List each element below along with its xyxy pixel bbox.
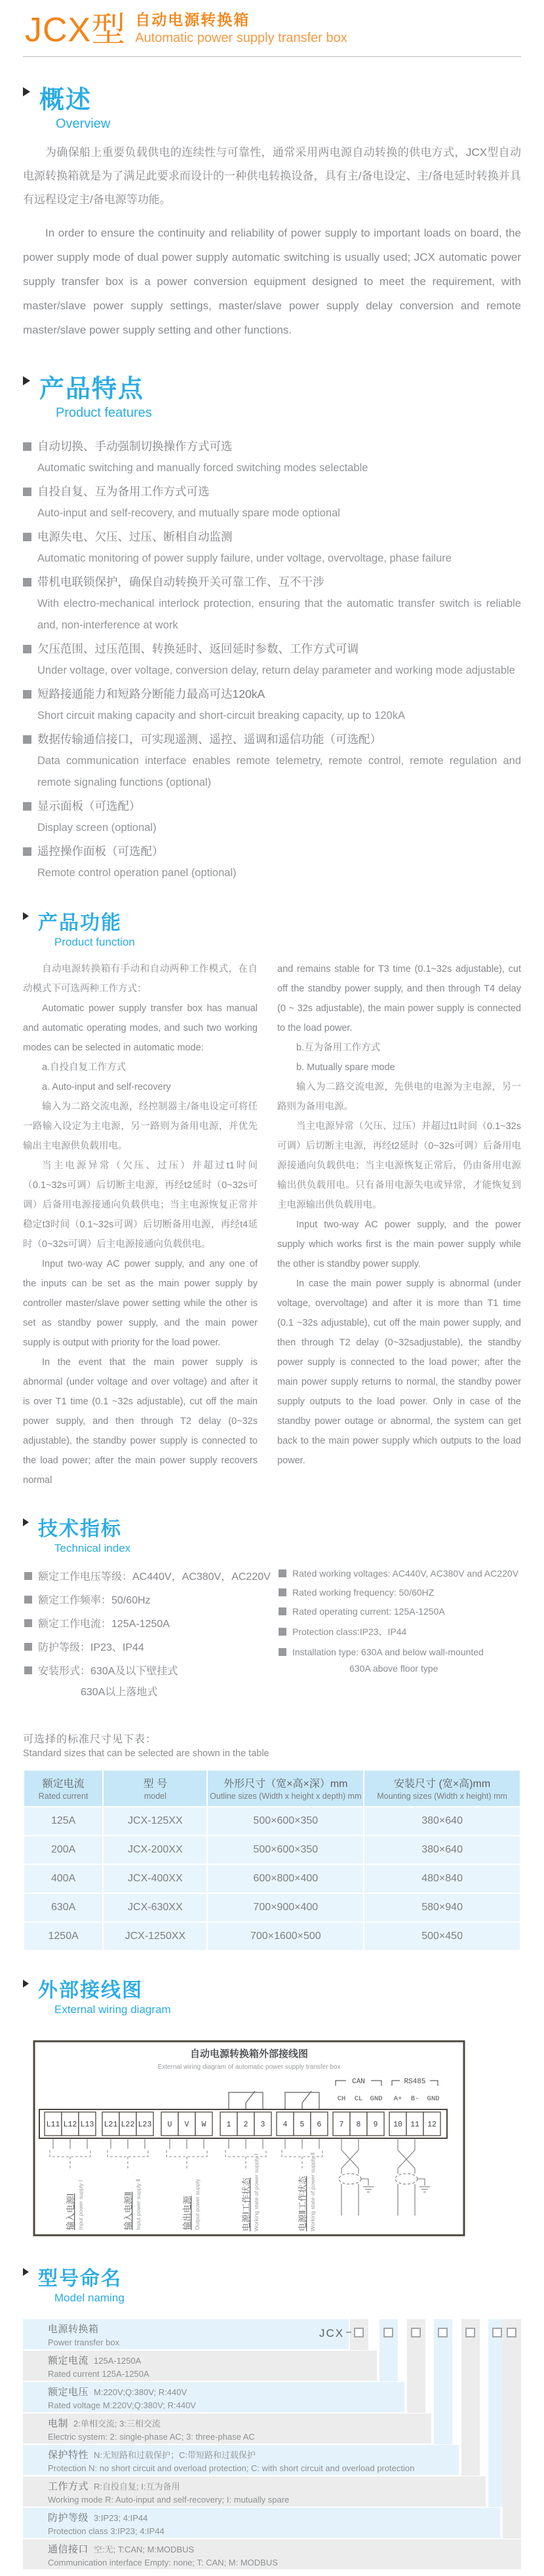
sizes-table <box>23 1769 521 1951</box>
feature-en: Data communication interface enables remote telemetry, remote control, remote regulation and remote signaling functions (optional) <box>37 755 521 788</box>
terminal-4: 4 <box>282 2121 288 2129</box>
feature-zh: 电源失电、欠压、过压、断相自动监测 <box>37 530 233 543</box>
naming-label-en: Communication interface <box>48 2558 142 2567</box>
bullet-square-icon <box>23 645 31 653</box>
technical-item-continuation: 630A above floor type <box>349 1663 438 1674</box>
bullet-square-icon <box>23 735 31 744</box>
group-label-en: Input power supply Ⅱ <box>135 2179 142 2230</box>
technical-item: Rated operating current: 125A-1250A <box>292 1606 445 1617</box>
table-row <box>24 1836 520 1864</box>
naming-row-working-mode: 工作方式 R:自投自复; I:互为备用 Working mode R: Auto-input and self-recovery; I: mutually spare <box>23 2476 486 2507</box>
technical-item: 额定工作电流：125A-1250A <box>38 1619 170 1630</box>
function-heading-zh: 产品功能 <box>38 912 122 934</box>
cell-outline: 700×900×400 <box>207 1893 364 1922</box>
group-label-zh: 输入电源Ⅱ <box>123 2191 133 2230</box>
product-title-block <box>135 8 347 47</box>
cell-model: JCX-400XX <box>103 1864 207 1893</box>
feature-item <box>23 638 521 682</box>
terminal-9: 9 <box>373 2121 378 2129</box>
naming-label-en: Working mode <box>48 2495 103 2505</box>
function-paragraph: a. Auto-input and self-recovery <box>42 1082 171 1092</box>
group-label-zh: 输出电源 <box>182 2195 192 2230</box>
terminal-10: 10 <box>393 2121 402 2129</box>
technical-columns <box>23 1568 521 1707</box>
sizes-col-rated-current: 额定电流 Rated current <box>24 1770 103 1807</box>
header-divider <box>23 56 521 57</box>
feature-item <box>23 795 521 839</box>
cell-mounting: 580×940 <box>364 1893 520 1922</box>
technical-item-continuation: 630A以上落地式 <box>81 1687 158 1698</box>
sizes-col-mounting: 安装尺寸 (宽×高)mm Mounting sizes (Width x height) mm <box>364 1770 520 1807</box>
terminal-boxes <box>45 2112 440 2136</box>
technical-item: 额定工作电压等级：AC440V，AC380V，AC220V <box>38 1571 271 1583</box>
technical-item: Rated working frequency: 50/60HZ <box>292 1587 435 1598</box>
naming-label-en: Rated voltage <box>48 2400 101 2410</box>
bullet-square-icon <box>279 1569 286 1577</box>
function-heading <box>23 906 521 949</box>
group-label-en: Input power supply Ⅰ <box>77 2180 84 2230</box>
technical-column-en <box>272 1568 521 1707</box>
overview-paragraph-zh: 为确保船上重要负载供电的连续性与可靠性，通常采用两电源自动转换的供电方式，JCX型自动电源转换箱就是为了满足此要求而设计的一种供电转换设备，具有主/备电设定、主/备电延时转换并具有远程设定主/备电源等功能。 <box>23 146 521 206</box>
function-column-right <box>272 959 521 1490</box>
overview-heading-zh: 概述 <box>39 87 92 114</box>
naming-code-box-7 <box>507 2328 516 2337</box>
bullet-square-icon <box>24 1619 32 1627</box>
sizes-note-zh: 可选择的标准尺寸见下表： <box>23 1734 157 1745</box>
function-paragraph: 自动电源转换箱有手动和自动两种工作模式，在自动模式下可选两种工作方式： <box>23 964 258 994</box>
terminal-l12: L12 <box>63 2121 77 2129</box>
group-label-zh: 电源Ⅰ工作状态 <box>241 2178 251 2231</box>
sizes-table-header-row <box>24 1770 520 1807</box>
naming-heading <box>23 2262 521 2305</box>
naming-row-electric-system: 电制 2:单相交流; 3:三相交流 Electric system: 2: single-phase AC; 3: three-phase AC <box>23 2413 431 2444</box>
naming-label-zh: 额定电压 <box>48 2387 89 2398</box>
feature-en: With electro-mechanical interlock protection, ensuring that the automatic transfer switch is reliable and, non-interference at work <box>37 598 521 631</box>
bullet-square-icon <box>279 1607 286 1615</box>
terminal-11: 11 <box>410 2121 419 2129</box>
naming-code-box-3 <box>411 2328 421 2337</box>
feature-en: Under voltage, over voltage, conversion delay, return delay parameter and working mode adjustable <box>37 664 515 676</box>
section-marker-icon <box>23 912 29 920</box>
section-technical <box>0 1512 544 1951</box>
section-function <box>0 906 544 1490</box>
feature-item <box>23 728 521 794</box>
naming-label-en: Rated current <box>48 2369 100 2379</box>
cell-mounting: 480×840 <box>364 1864 520 1893</box>
feature-zh: 显示面板（可选配） <box>37 799 141 813</box>
rs485-pin-b: B- <box>410 2095 419 2103</box>
terminal-w: W <box>201 2121 206 2129</box>
naming-row-rated-voltage: 额定电压 M:220V;Q:380V; R:440V Rated voltage M:220V;Q:380V; R:440V <box>23 2382 404 2412</box>
wiring-heading <box>23 1974 521 2016</box>
function-column-left <box>23 959 272 1490</box>
wiring-diagram-svg <box>33 2040 465 2237</box>
group-label-en: Output power supply <box>194 2179 201 2230</box>
naming-prefix: JCX <box>319 2327 345 2339</box>
cell-model: JCX-1250XX <box>103 1922 207 1951</box>
naming-label-en: Power transfer box <box>48 2337 120 2347</box>
naming-row-communication: 通信接口 空:无; T:CAN; M:MODBUS Communication interface Empty: none; T: CAN; M: MODBUS <box>23 2539 521 2569</box>
function-columns <box>23 959 521 1490</box>
page-header <box>0 0 544 47</box>
group-label-zh: 输入电源Ⅰ <box>66 2193 75 2230</box>
cell-model: JCX-200XX <box>103 1836 207 1864</box>
product-title-zh: 自动电源转换箱 <box>135 11 250 28</box>
can-pin-cl: CL <box>354 2095 363 2103</box>
cell-mounting: 380×640 <box>364 1807 520 1836</box>
feature-item <box>23 840 521 884</box>
wiring-heading-en: External wiring diagram <box>54 2003 171 2016</box>
function-paragraph: b.互为备用工作方式 <box>296 1043 381 1053</box>
sizes-col-outline: 外形尺寸（宽×高×深）mm Outline sizes (Width x height x depth) mm <box>207 1770 364 1807</box>
naming-heading-en: Model naming <box>54 2292 125 2304</box>
wiring-heading-zh: 外部接线图 <box>38 1980 143 2001</box>
function-paragraph: 输入为二路交流电源，先供电的电源为主电源，另一路则为备用电源。 <box>277 1082 521 1112</box>
cell-model: JCX-630XX <box>103 1893 207 1922</box>
overview-heading <box>23 79 521 132</box>
diagram-title-zh: 自动电源转换箱外部接线图 <box>189 2049 309 2060</box>
cell-rated-current: 630A <box>24 1893 103 1922</box>
cell-outline: 500×600×350 <box>207 1836 364 1864</box>
bullet-square-icon <box>23 533 31 541</box>
section-marker-icon <box>23 87 30 96</box>
terminal-l22: L22 <box>121 2121 135 2129</box>
function-paragraph: 当主电源异常（欠压、过压）并超过t1时间（0.1~32s可调）后切断主电源，再经t2延时（0~32s可调）后备用电源接通向负载供电；当主电源恢复正常并稳定t3时间（0.1~32s可调）后切断备用电源，再经t4延时（0~32s可调）后主电源接通向负载供电。 <box>23 1161 258 1250</box>
rs485-label: RS485 <box>404 2078 426 2086</box>
section-marker-icon <box>23 1980 29 1988</box>
terminal-7: 7 <box>339 2121 344 2129</box>
terminal-l21: L21 <box>104 2121 118 2129</box>
technical-item: Installation type: 630A and below wall-mounted <box>292 1647 484 1657</box>
section-naming <box>0 2262 544 2305</box>
cell-rated-current: 400A <box>24 1864 103 1893</box>
naming-label-zh: 工作方式 <box>48 2481 89 2492</box>
group-label-en: Working state of power supply Ⅱ <box>309 2152 316 2231</box>
feature-item <box>23 435 521 479</box>
section-marker-icon <box>23 1518 29 1526</box>
naming-connector <box>503 2319 521 2539</box>
cell-rated-current: 125A <box>24 1807 103 1836</box>
wiring-diagram <box>33 2040 521 2240</box>
naming-connector <box>461 2319 480 2476</box>
naming-label-en: Electric system: <box>48 2432 108 2442</box>
cell-outline: 500×600×350 <box>207 1807 364 1836</box>
feature-en: Display screen (optional) <box>37 822 157 834</box>
feature-item <box>23 526 521 569</box>
feature-zh: 欠压范围、过压范围、转换延时、返回延时参数、工作方式可调 <box>37 642 359 655</box>
terminal-1: 1 <box>226 2121 231 2129</box>
bullet-square-icon <box>23 802 31 811</box>
bullet-square-icon <box>23 690 31 699</box>
function-paragraph: and remains stable for T3 time (0.1~32s adjustable), cut off the standby power supply, and then through T4 delay (0 ~ 32s adjustable), the main power supply is connected to the load power. <box>277 964 521 1033</box>
section-marker-icon <box>23 376 30 385</box>
terminal-u: U <box>167 2121 172 2129</box>
function-paragraph: Automatic power supply transfer box has manual and automatic operating modes, and such two working modes can be selected in automatic mode: <box>23 1003 258 1053</box>
terminal-l11: L11 <box>46 2121 60 2129</box>
table-row <box>24 1922 520 1951</box>
naming-connector <box>434 2319 452 2444</box>
function-paragraph: 当主电源异常（欠压、过压）并超过t1时间（0.1~32s可调）后切断主电源，再经t2延时（0~32s可调）后备用电源接通向负载供电；当主电源恢复正常后，仍由备用电源输出供负载用电。只有备用电源失电或异常，才能恢复到主电源输出供负载用电。 <box>277 1121 521 1210</box>
technical-item: Protection class:IP23、IP44 <box>292 1626 407 1637</box>
naming-label-zh: 电源转换箱 <box>48 2324 99 2335</box>
section-wiring <box>0 1974 544 2016</box>
feature-zh: 带机电联锁保护，确保自动转换开关可靠工作、互不干涉 <box>37 575 324 588</box>
product-model-title: JCX型 <box>25 11 126 49</box>
technical-item: 防护等级：IP23、IP44 <box>38 1642 144 1653</box>
feature-zh: 自动切换、手动强制切换操作方式可选 <box>37 440 233 453</box>
product-title-en: Automatic power supply transfer box <box>135 31 347 45</box>
diagram-title-en: External wiring diagram of automatic power supply transfer box <box>157 2064 341 2071</box>
naming-code-box-4 <box>438 2328 448 2337</box>
feature-item <box>23 571 521 636</box>
terminal-8: 8 <box>356 2121 361 2129</box>
naming-dash <box>346 2332 351 2333</box>
features-heading <box>23 368 521 421</box>
group-label-en: Working state of power supply Ⅰ <box>253 2153 260 2231</box>
feature-item <box>23 683 521 727</box>
technical-item: 安装形式：630A及以下壁挂式 <box>38 1666 178 1677</box>
terminal-l23: L23 <box>138 2121 152 2129</box>
naming-label-zh: 额定电流 <box>48 2355 89 2366</box>
table-row <box>24 1893 520 1922</box>
technical-item: 额定工作频率：50/60Hz <box>38 1595 151 1606</box>
cell-outline: 600×800×400 <box>207 1864 364 1893</box>
cell-mounting: 380×640 <box>364 1836 520 1864</box>
naming-label-en: Protection <box>48 2463 87 2473</box>
naming-code-box-2 <box>383 2328 393 2337</box>
bullet-square-icon <box>23 847 31 856</box>
function-heading-en: Product function <box>54 936 135 948</box>
naming-code-box-6 <box>492 2328 502 2337</box>
feature-en: Short circuit making capacity and short-circuit breaking capacity, up to 120kA <box>37 710 405 721</box>
features-heading-en: Product features <box>56 406 152 420</box>
cell-outline: 700×1600×500 <box>207 1922 364 1951</box>
function-paragraph: Input two-way AC power supply, and any one of the inputs can be set as the main power supply by controller master/slave power setting while the other is set as standby power supply, and the main power supply is output with priority for the load power. <box>23 1259 258 1348</box>
features-heading-zh: 产品特点 <box>39 375 145 403</box>
can-pin-ch: CH <box>337 2095 346 2103</box>
function-paragraph: b. Mutually spare mode <box>296 1062 395 1073</box>
can-label: CAN <box>352 2078 365 2086</box>
section-marker-icon <box>23 2268 29 2276</box>
feature-zh: 遥控操作面板（可选配） <box>37 845 164 858</box>
terminal-l13: L13 <box>80 2121 94 2129</box>
sizes-col-model: 型 号 model <box>103 1770 207 1807</box>
naming-label-zh: 防护等级 <box>48 2512 89 2524</box>
bullet-square-icon <box>23 488 31 496</box>
feature-zh: 数据传输通信接口，可实现遥测、遥控、遥调和遥信功能（可选配） <box>37 733 381 746</box>
function-paragraph: Input two-way AC power supply, and the power supply which works first is the main power supply while the other is standby power supply. <box>277 1220 521 1269</box>
function-paragraph: a.自投自复工作方式 <box>42 1062 126 1073</box>
feature-en: Automatic monitoring of power supply failure, under voltage, overvoltage, phase failure <box>37 552 452 564</box>
naming-label-zh: 通信接口 <box>48 2544 89 2555</box>
terminal-12: 12 <box>427 2121 437 2129</box>
terminal-3: 3 <box>260 2121 265 2129</box>
feature-zh: 短路接通能力和短路分断能力最高可达120kA <box>37 687 265 701</box>
technical-heading-zh: 技术指标 <box>38 1518 122 1540</box>
feature-en: Automatic switching and manually forced switching modes selectable <box>37 462 368 474</box>
naming-label-zh: 电制 <box>48 2418 69 2429</box>
bullet-square-icon <box>24 1596 32 1604</box>
function-paragraph: 输入为二路交流电源，经控制器主/备电设定可将任一路输入设定为主电源，另一路则为备用电源，并优先输出主电源供负载用电。 <box>23 1102 258 1151</box>
naming-row-protection: 保护特性 N:无短路和过载保护；C:带短路和过载保护 Protection N: no short circuit and overload protection; C: with short circuit and overload protection <box>23 2445 459 2475</box>
overview-paragraph-en: In order to ensure the continuity and reliability of power supply to important loads on board, the power supply mode of dual power supply automatic switching is usually used; JCX automatic power supply transfer box is a power conversion equipment designed to meet the requirement, with master/slave power supply settings, master/slave power supply delay conversion and remote master/slave power supply setting and other functions. <box>23 227 521 336</box>
cell-mounting: 500×450 <box>364 1922 520 1951</box>
table-row <box>24 1864 520 1893</box>
terminal-v: V <box>184 2121 189 2129</box>
bullet-square-icon <box>279 1628 286 1636</box>
function-paragraph: In the event that the main power supply is abnormal (under voltage and over voltage) and after it is over T1 time (0.1 ~32s adjustable), cut off the main power supply, and then through T2 delay (0~32s adjustable), the standby power supply is connected to the load power; after the main power supply recovers normal <box>23 1357 258 1486</box>
feature-en: Auto-input and self-recovery, and mutually spare mode optional <box>37 507 340 519</box>
section-features <box>0 368 544 884</box>
cell-model: JCX-125XX <box>103 1807 207 1836</box>
terminal-2: 2 <box>243 2121 248 2129</box>
overview-heading-en: Overview <box>56 117 111 131</box>
model-naming-diagram <box>23 2319 521 2569</box>
naming-label-zh: 保护特性 <box>48 2450 89 2461</box>
bullet-square-icon <box>279 1588 286 1596</box>
naming-code-box-5 <box>465 2328 475 2337</box>
naming-heading-zh: 型号命名 <box>38 2268 122 2290</box>
can-pin-gnd: GND <box>370 2095 383 2103</box>
features-list <box>23 435 521 884</box>
group-label-zh: 电源Ⅱ工作状态 <box>298 2176 307 2231</box>
technical-heading <box>23 1512 521 1555</box>
technical-column-zh <box>23 1568 272 1707</box>
naming-label-en: Protection class <box>48 2526 108 2536</box>
function-paragraph: In case the main power supply is abnormal (under voltage, overvoltage) and after it is more than T1 time (0.1 ~32s adjustable), cut off the main power supply, and then through T2 delay (0~32sadjustable), the standby power supply is connected to the load power; after the main power supply returns to normal, the standby power supply outputs to the load power. Only in case of the standby power outage or abnormal, the system can get back to the main power supply which outputs to the load power. <box>277 1278 521 1466</box>
feature-zh: 自投自复、互为备用工作方式可选 <box>37 485 210 498</box>
terminal-5: 5 <box>300 2121 305 2129</box>
bullet-square-icon <box>24 1572 32 1580</box>
sizes-note-en: Standard sizes that can be selected are shown in the table <box>23 1748 269 1759</box>
bullet-square-icon <box>279 1648 286 1656</box>
rs485-pin-a: A+ <box>393 2095 402 2103</box>
bullet-square-icon <box>23 442 31 451</box>
naming-row-rated-current: 额定电流 125A-1250A Rated current 125A-1250A <box>23 2351 377 2381</box>
table-row <box>24 1807 520 1836</box>
naming-code-box-1 <box>354 2328 364 2337</box>
cell-rated-current: 1250A <box>24 1922 103 1951</box>
terminal-6: 6 <box>317 2121 322 2129</box>
feature-item <box>23 480 521 524</box>
naming-row-product <box>23 2319 349 2349</box>
feature-en: Remote control operation panel (optional) <box>37 867 237 879</box>
rs485-pin-gnd: GND <box>427 2095 440 2103</box>
cell-rated-current: 200A <box>24 1836 103 1864</box>
bullet-square-icon <box>24 1643 32 1651</box>
bullet-square-icon <box>24 1666 32 1674</box>
naming-row-protection-class: 防护等级 3:IP23; 4:IP44 Protection class 3:IP23; 4:IP44 <box>23 2508 500 2538</box>
technical-item: Rated working voltages: AC440V, AC380V and AC220V <box>292 1568 519 1579</box>
technical-heading-en: Technical index <box>54 1542 131 1554</box>
bullet-square-icon <box>23 578 31 586</box>
section-overview <box>0 79 544 342</box>
